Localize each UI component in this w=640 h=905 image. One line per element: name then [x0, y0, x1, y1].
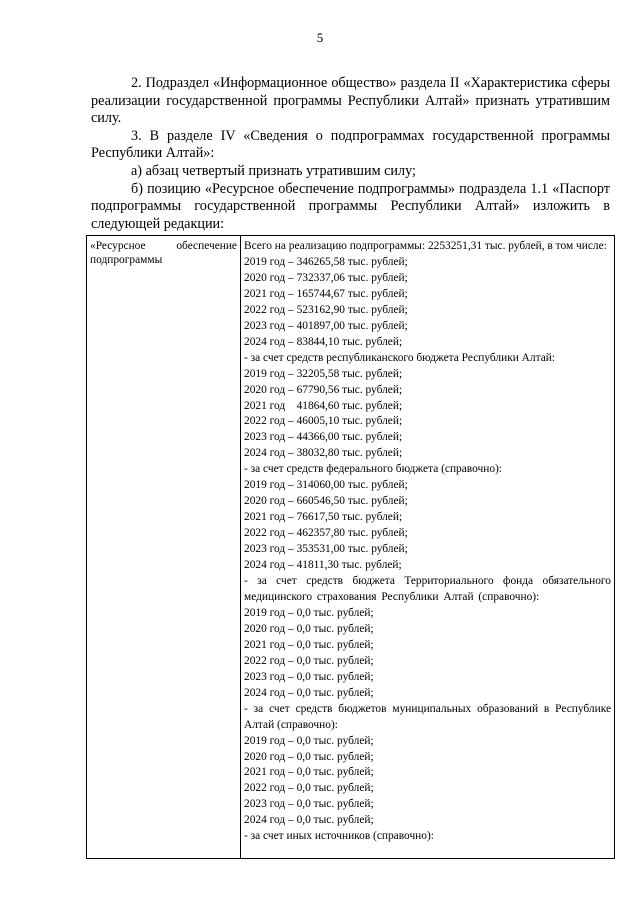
table-line: 2022 год – 0,0 тыс. рублей; [244, 782, 374, 795]
table-line: - за счет средств федерального бюджета (справочно): [244, 463, 502, 476]
page-number: 5 [316, 30, 324, 45]
table-line: 2024 год – 41811,30 тыс. рублей; [244, 559, 402, 572]
paragraph: 2. Подраздел «Информационное общество» раздела II «Характеристика сферы реализации государственной программы Республики Алтай» признать утратившим силу. [91, 75, 610, 127]
table-line: 2022 год – 46005,10 тыс. рублей; [244, 415, 403, 428]
table-line: 2023 год – 0,0 тыс. рублей; [244, 670, 374, 683]
table-line: 2021 год – 165744,67 тыс. рублей; [244, 287, 408, 300]
resource-table [86, 235, 615, 859]
table-left-cell: «Ресурсное обеспечение подпрограммы [90, 240, 237, 266]
table-line: 2022 год – 523162,90 тыс. рублей; [244, 303, 408, 316]
table-line: 2023 год – 0,0 тыс. рублей; [244, 798, 374, 811]
table-line: - за счет средств бюджетов муниципальных образований в Республике Алтай (справочно): [244, 702, 611, 731]
body-text [91, 75, 610, 233]
paragraph: а) абзац четвертый признать утратившим силу; [131, 162, 416, 179]
table-right-cell [244, 239, 611, 845]
table-line: 2024 год – 38032,80 тыс. рублей; [244, 447, 403, 460]
table-line: 2024 год – 0,0 тыс. рублей; [244, 686, 374, 699]
table-line: 2022 год – 462357,80 тыс. рублей; [244, 527, 408, 540]
table-line: - за счет средств республиканского бюджета Республики Алтай: [244, 351, 556, 364]
paragraph: б) позицию «Ресурсное обеспечение подпрограммы» подраздела 1.1 «Паспорт подпрограммы государственной программы Республики Алтай» изложить в следующей редакции: [91, 180, 610, 232]
table-line: Всего на реализацию подпрограммы: 2253251,31 тыс. рублей, в том числе: [244, 240, 607, 252]
table-line: 2021 год – 76617,50 тыс. рублей; [244, 511, 403, 524]
table-line: 2020 год – 67790,56 тыс. рублей; [244, 383, 403, 396]
table-line: 2023 год – 401897,00 тыс. рублей; [244, 319, 408, 332]
table-line: 2023 год – 44366,00 тыс. рублей; [244, 431, 403, 444]
table-line: 2021 год – 0,0 тыс. рублей; [244, 766, 374, 779]
table-line: 2023 год – 353531,00 тыс. рублей; [244, 543, 408, 556]
table-line: 2019 год – 0,0 тыс. рублей; [244, 606, 374, 619]
table-line: 2024 год – 0,0 тыс. рублей; [244, 814, 374, 827]
table-line: 2021 год – 0,0 тыс. рублей; [244, 638, 374, 651]
table-line: 2019 год – 32205,58 тыс. рублей; [244, 367, 403, 380]
table-line: 2020 год – 0,0 тыс. рублей; [244, 750, 374, 763]
table-line: 2020 год – 0,0 тыс. рублей; [244, 622, 374, 635]
table-line: 2021 год 41864,60 тыс. рублей; [244, 399, 403, 412]
table-line: 2019 год – 314060,00 тыс. рублей; [244, 479, 408, 492]
column-divider [240, 236, 241, 858]
table-line: - за счет средств бюджета Территориального фонда обязательного медицинского страхования Республики Алтай (справочно): [244, 575, 611, 603]
table-line: 2019 год – 0,0 тыс. рублей; [244, 734, 374, 747]
table-line: 2020 год – 732337,06 тыс. рублей; [244, 271, 408, 284]
table-line: 2019 год – 346265,58 тыс. рублей; [244, 255, 408, 268]
table-line: 2020 год – 660546,50 тыс. рублей; [244, 495, 408, 508]
table-line: 2022 год – 0,0 тыс. рублей; [244, 654, 374, 667]
paragraph: 3. В разделе IV «Сведения о подпрограммах государственной программы Республики Алтай»: [91, 127, 610, 162]
table-line: - за счет иных источников (справочно): [244, 830, 434, 843]
table-line: 2024 год – 83844,10 тыс. рублей; [244, 335, 403, 348]
